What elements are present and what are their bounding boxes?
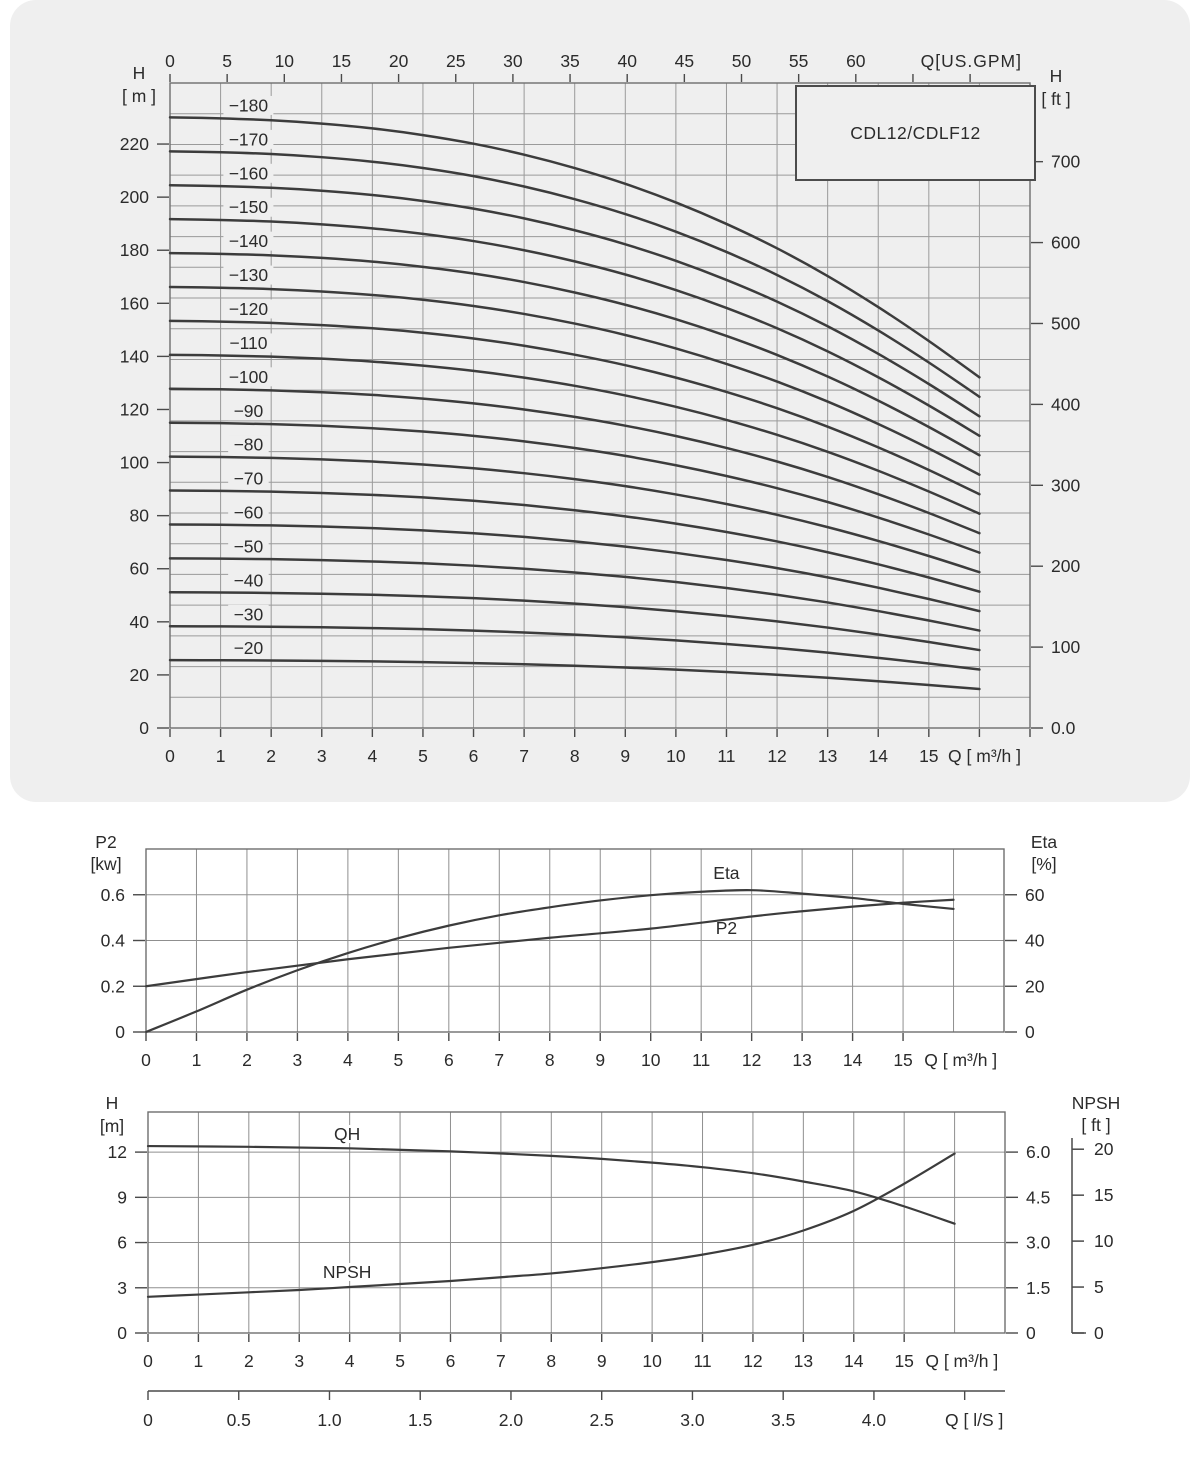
curve-label: NPSH — [322, 1261, 372, 1282]
stage-curve-label: −20 — [233, 638, 264, 659]
top-tick-label: 25 — [446, 51, 466, 71]
y2-tick-label: 1.5 — [1026, 1277, 1051, 1298]
y2-tick-label: 600 — [1051, 232, 1081, 253]
grid — [148, 1112, 1005, 1333]
y-tick-label: 60 — [129, 558, 149, 579]
x-tick-label: 12 — [743, 1351, 763, 1371]
y-tick-label: 0.4 — [100, 930, 125, 951]
x-tick-label: 7 — [496, 1351, 506, 1371]
x-tick-label: 12 — [767, 746, 787, 766]
x-tick-label: 8 — [569, 746, 580, 766]
axis-header: [ ft ] — [1081, 1115, 1111, 1135]
x-tick-label: 6 — [468, 746, 479, 766]
y-tick-label: 0 — [115, 1022, 125, 1042]
y2-tick-label: 700 — [1051, 151, 1081, 172]
y2-tick-label: 20 — [1025, 976, 1045, 997]
ls-tick-label: 2.5 — [589, 1410, 614, 1430]
ls-tick-label: 4.0 — [861, 1410, 887, 1430]
x-tick-label: 12 — [741, 1050, 762, 1070]
axis-header: Eta — [1030, 832, 1058, 852]
top-tick-label: 20 — [388, 51, 409, 71]
axis-header: P2 — [95, 832, 117, 852]
stage-curve-label: −50 — [233, 536, 264, 557]
x-tick-label: 0 — [143, 1351, 153, 1371]
y2-tick-label: 300 — [1051, 475, 1081, 496]
x-tick-label: 15 — [919, 746, 939, 766]
x-tick-label: 4 — [367, 746, 378, 766]
curve-label: QH — [334, 1124, 361, 1145]
x-axis-unit-label: Q [ m³/h ] — [925, 1351, 999, 1371]
x-tick-label: 8 — [544, 1050, 555, 1070]
x-tick-label: 9 — [595, 1050, 606, 1070]
x-tick-label: 1 — [215, 746, 226, 766]
ft-tick-label: 15 — [1094, 1185, 1114, 1206]
axis-header: H — [132, 63, 146, 83]
top-tick-label: 40 — [617, 51, 637, 71]
y-tick-label: 220 — [119, 134, 149, 155]
axis-header: [%] — [1031, 854, 1057, 874]
stage-curve-label: −90 — [233, 400, 264, 421]
x-tick-label: 8 — [546, 1351, 557, 1371]
x-axis-unit-label: Q [ m³/h ] — [924, 1050, 998, 1070]
axis-header: [ ft ] — [1041, 89, 1071, 109]
x-tick-label: 5 — [418, 746, 428, 766]
x-tick-label: 2 — [243, 1351, 254, 1371]
x-tick-label: 13 — [793, 1351, 814, 1371]
ls-tick-label: 3.0 — [680, 1410, 705, 1430]
x-tick-label: 0 — [141, 1050, 151, 1070]
y2-tick-label: 0.0 — [1051, 718, 1076, 738]
axis-header: [ m ] — [121, 86, 157, 106]
x-tick-label: 6 — [443, 1050, 454, 1070]
y-tick-label: 3 — [117, 1277, 127, 1298]
stage-curve-label: −170 — [228, 129, 269, 150]
top-tick-label: 10 — [274, 51, 295, 71]
y2-tick-label: 0 — [1025, 1022, 1035, 1042]
stage-curve-label: −80 — [233, 434, 264, 455]
ls-tick-label: 1.5 — [408, 1410, 433, 1430]
x-tick-label: 4 — [344, 1351, 355, 1371]
y2-tick-label: 400 — [1051, 394, 1081, 415]
y-tick-label: 0 — [139, 718, 149, 738]
stage-curve-label: −150 — [228, 197, 269, 218]
y-tick-label: 0.2 — [100, 976, 125, 997]
top-axis-unit-label: Q[US.GPM] — [920, 51, 1022, 71]
pump-model-box — [795, 85, 1036, 181]
plot-border — [148, 1112, 1005, 1333]
x-tick-label: 11 — [717, 746, 736, 766]
x-tick-label: 5 — [395, 1351, 405, 1371]
axis-header: H — [1049, 66, 1063, 86]
y-tick-label: 0.6 — [100, 884, 125, 905]
y-tick-label: 160 — [119, 293, 149, 314]
x-tick-label: 2 — [266, 746, 277, 766]
x-tick-label: 15 — [894, 1351, 914, 1371]
y-tick-label: 40 — [129, 611, 149, 632]
x-tick-label: 10 — [640, 1050, 661, 1070]
ft-tick-label: 10 — [1094, 1231, 1114, 1252]
stage-curve-label: −40 — [233, 570, 264, 591]
x-axis-unit-label: Q [ m³/h ] — [948, 746, 1021, 766]
y2-tick-label: 500 — [1051, 313, 1081, 334]
x-tick-label: 14 — [844, 1351, 864, 1371]
top-tick-label: 60 — [846, 51, 866, 71]
y2-tick-label: 4.5 — [1026, 1187, 1051, 1208]
y2-tick-label: 6.0 — [1026, 1142, 1051, 1163]
ls-axis — [143, 1391, 1005, 1430]
axis-header: [m] — [99, 1116, 125, 1136]
stage-curve-label: −160 — [228, 163, 269, 184]
x-tick-label: 15 — [893, 1050, 913, 1070]
top-tick-label: 5 — [222, 51, 233, 71]
ft-tick-label: 0 — [1094, 1323, 1104, 1343]
y-tick-label: 6 — [117, 1232, 127, 1253]
axis-header: NPSH — [1071, 1093, 1121, 1113]
stage-curve-label: −120 — [228, 298, 269, 319]
ls-tick-label: 0.5 — [226, 1410, 251, 1430]
ft-tick-label: 20 — [1094, 1139, 1114, 1160]
top-tick-label: 50 — [731, 51, 752, 71]
x-tick-label: 1 — [191, 1050, 202, 1070]
ls-tick-label: 2.0 — [498, 1410, 524, 1430]
y2-tick-label: 3.0 — [1026, 1232, 1051, 1253]
y-tick-label: 12 — [107, 1142, 127, 1163]
x-tick-label: 5 — [393, 1050, 404, 1070]
stage-curve-label: −30 — [233, 604, 264, 625]
stage-curve-label: −140 — [228, 231, 269, 252]
stage-curve-label: −180 — [228, 95, 269, 116]
x-tick-label: 11 — [692, 1050, 711, 1070]
top-tick-label: 55 — [788, 51, 809, 71]
curve-label: Eta — [713, 863, 740, 884]
y-tick-label: 9 — [117, 1187, 127, 1208]
x-tick-label: 13 — [792, 1050, 812, 1070]
stage-curve-label: −130 — [228, 265, 269, 286]
x-tick-label: 13 — [817, 746, 838, 766]
top-tick-label: 45 — [674, 51, 695, 71]
x-tick-label: 14 — [868, 746, 888, 766]
x-tick-label: 7 — [494, 1050, 505, 1070]
grid — [146, 849, 1004, 1032]
x-tick-label: 11 — [693, 1351, 712, 1371]
x-tick-label: 3 — [292, 1050, 303, 1070]
stage-curve-label: −60 — [233, 502, 264, 523]
y2-tick-label: 0 — [1026, 1323, 1036, 1343]
x-tick-label: 2 — [242, 1050, 252, 1070]
y-tick-label: 200 — [119, 187, 149, 208]
y-tick-label: 100 — [119, 452, 149, 473]
x-tick-label: 14 — [842, 1050, 863, 1070]
x-tick-label: 3 — [294, 1351, 305, 1371]
ls-axis-unit-label: Q [ l/S ] — [945, 1410, 1004, 1430]
ft-tick-label: 5 — [1094, 1277, 1104, 1298]
ls-tick-label: 0 — [143, 1410, 153, 1430]
x-tick-label: 1 — [193, 1351, 204, 1371]
y2-tick-label: 100 — [1051, 637, 1081, 658]
x-tick-label: 7 — [519, 746, 529, 766]
x-tick-label: 9 — [620, 746, 631, 766]
top-tick-label: 35 — [560, 51, 580, 71]
x-tick-label: 9 — [596, 1351, 607, 1371]
stage-curve-label: −100 — [228, 366, 269, 387]
y-tick-label: 140 — [119, 346, 149, 367]
top-tick-label: 30 — [503, 51, 523, 71]
y-tick-label: 80 — [129, 505, 149, 526]
ls-tick-label: 3.5 — [771, 1410, 796, 1430]
stage-curve-label: −110 — [229, 332, 268, 353]
top-tick-label: 0 — [165, 51, 175, 71]
x-tick-label: 10 — [642, 1351, 662, 1371]
x-tick-label: 10 — [666, 746, 686, 766]
curve-label: P2 — [715, 917, 738, 938]
y2-tick-label: 200 — [1051, 556, 1081, 577]
y-tick-label: 120 — [119, 399, 149, 420]
qh-npsh-chart — [100, 1093, 1120, 1430]
y-tick-label: 20 — [129, 664, 149, 685]
x-tick-label: 4 — [343, 1050, 353, 1070]
y2-tick-label: 60 — [1025, 884, 1045, 905]
ls-tick-label: 1.0 — [317, 1410, 342, 1430]
axis-header: [kw] — [90, 854, 122, 874]
p2-eta-chart — [90, 832, 1057, 1070]
y-tick-label: 0 — [117, 1323, 127, 1343]
stage-curve-label: −70 — [233, 468, 264, 489]
pump-model-label: CDL12/CDLF12 — [850, 122, 981, 143]
axis-header: H — [105, 1093, 119, 1113]
top-tick-label: 15 — [331, 51, 352, 71]
y-tick-label: 180 — [119, 240, 149, 261]
y2-tick-label: 40 — [1025, 930, 1045, 951]
x-tick-label: 6 — [445, 1351, 456, 1371]
x-tick-label: 0 — [165, 746, 175, 766]
x-tick-label: 3 — [316, 746, 327, 766]
npsh-ft-axis — [1072, 1138, 1114, 1343]
